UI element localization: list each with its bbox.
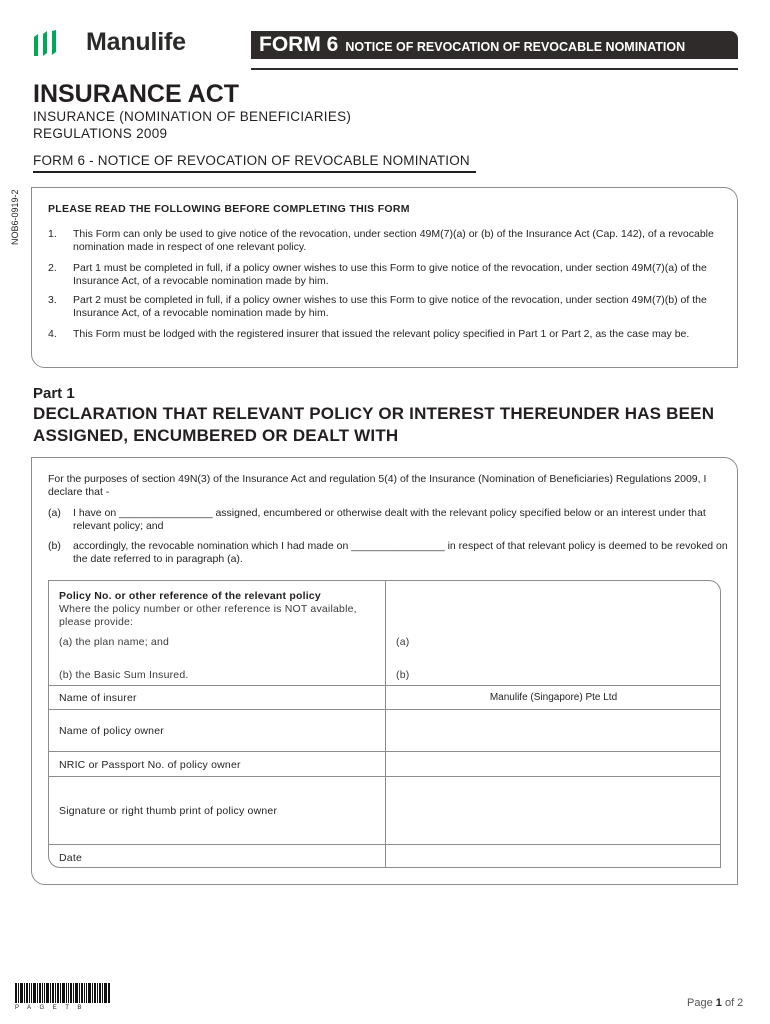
nric-field[interactable]: [386, 752, 721, 776]
part-label: Part 1: [33, 385, 75, 402]
page-prefix: Page: [687, 997, 713, 1009]
plan-name-field[interactable]: (a): [396, 636, 410, 648]
act-title: INSURANCE ACT: [33, 80, 240, 108]
policy-no-note: Where the policy number or other reference is NOT available, please provide:: [59, 603, 357, 628]
act-subtitle-line1: INSURANCE (NOMINATION OF BENEFICIARIES): [33, 109, 352, 124]
side-code: NOB6-0919-2: [10, 189, 20, 245]
declaration-intro: For the purposes of section 49N(3) of the Insurance Act and regulation 5(4) of the Insurance (Nomination of Beneficiaries) Regulations 2009, I declare that -: [48, 473, 707, 498]
signature-label: Signature or right thumb print of policy owner: [59, 805, 278, 817]
instructions-heading: PLEASE READ THE FOLLOWING BEFORE COMPLETING THIS FORM: [48, 203, 410, 215]
manulife-logo-icon: [33, 30, 59, 56]
page-suffix: of 2: [724, 997, 744, 1009]
policy-no-label: Policy No. or other reference of the relevant policy: [59, 590, 321, 602]
form-line: FORM 6 - NOTICE OF REVOCATION OF REVOCABLE NOMINATION: [33, 153, 470, 168]
part-title: DECLARATION THAT RELEVANT POLICY OR INTEREST THEREUNDER HAS BEEN ASSIGNED, ENCUMBERED OR DEALT WITH: [33, 404, 715, 445]
instruction-text: Part 2 must be completed in full, if a policy owner wishes to use this Form to give notice of the revocation, under section 49M(7)(b) of the Insurance Act, of a revocable nomination made by him.: [73, 294, 707, 319]
table-divider: [48, 685, 721, 686]
barcode-icon: [15, 983, 110, 1003]
clause-mark: (a): [48, 507, 61, 519]
form-title: NOTICE OF REVOCATION OF REVOCABLE NOMINATION: [345, 40, 686, 54]
act-subtitle-line2: REGULATIONS 2009: [33, 126, 168, 141]
instruction-number: 1.: [48, 228, 57, 240]
page-current: 1: [715, 997, 722, 1009]
date-field[interactable]: [386, 845, 721, 868]
instruction-number: 3.: [48, 294, 57, 306]
instruction-number: 4.: [48, 328, 57, 340]
page-number: [687, 997, 743, 1009]
policy-owner-label: Name of policy owner: [59, 725, 164, 737]
plan-name-label: (a) the plan name; and: [59, 636, 170, 648]
insurer-label: Name of insurer: [59, 692, 137, 704]
instruction-text: Part 1 must be completed in full, if a policy owner wishes to use this Form to give notice of the revocation, under section 49M(7)(a) of the Insurance Act, of a revocable nomination made by him.: [73, 262, 707, 287]
signature-field[interactable]: [386, 777, 721, 844]
form-line-rule: [33, 171, 476, 173]
insurer-value: Manulife (Singapore) Pte Ltd: [489, 692, 618, 703]
sum-insured-label: (b) the Basic Sum Insured.: [59, 669, 189, 681]
clause-mark: (b): [48, 540, 61, 552]
date-label: Date: [59, 852, 82, 864]
policy-owner-field[interactable]: [386, 710, 721, 751]
instruction-text: This Form must be lodged with the registered insurer that issued the relevant policy specified in Part 1 or Part 2, as the case may be.: [73, 328, 690, 340]
nric-label: NRIC or Passport No. of policy owner: [59, 759, 241, 771]
form-number: FORM 6: [259, 33, 339, 56]
barcode-digits: PAGETB: [15, 1005, 90, 1011]
header-rule: [251, 68, 738, 70]
sum-insured-field[interactable]: (b): [396, 669, 410, 681]
clause-text: I have on ________________ assigned, encumbered or otherwise dealt with the relevant policy specified below or an interest under that relevant policy; and: [73, 507, 706, 532]
manulife-logo-text: Manulife: [86, 28, 186, 56]
form-banner: [251, 31, 738, 59]
clause-text: accordingly, the revocable nomination which I had made on ________________ in respect of that relevant policy is deemed to be revoked on the date referred to in paragraph (a).: [73, 540, 728, 565]
instruction-number: 2.: [48, 262, 57, 274]
instruction-text: This Form can only be used to give notice of the revocation, under section 49M(7)(a) or (b) of the Insurance Act (Cap. 142), of a revocable nomination made in respect of one relevant policy.: [73, 228, 714, 253]
